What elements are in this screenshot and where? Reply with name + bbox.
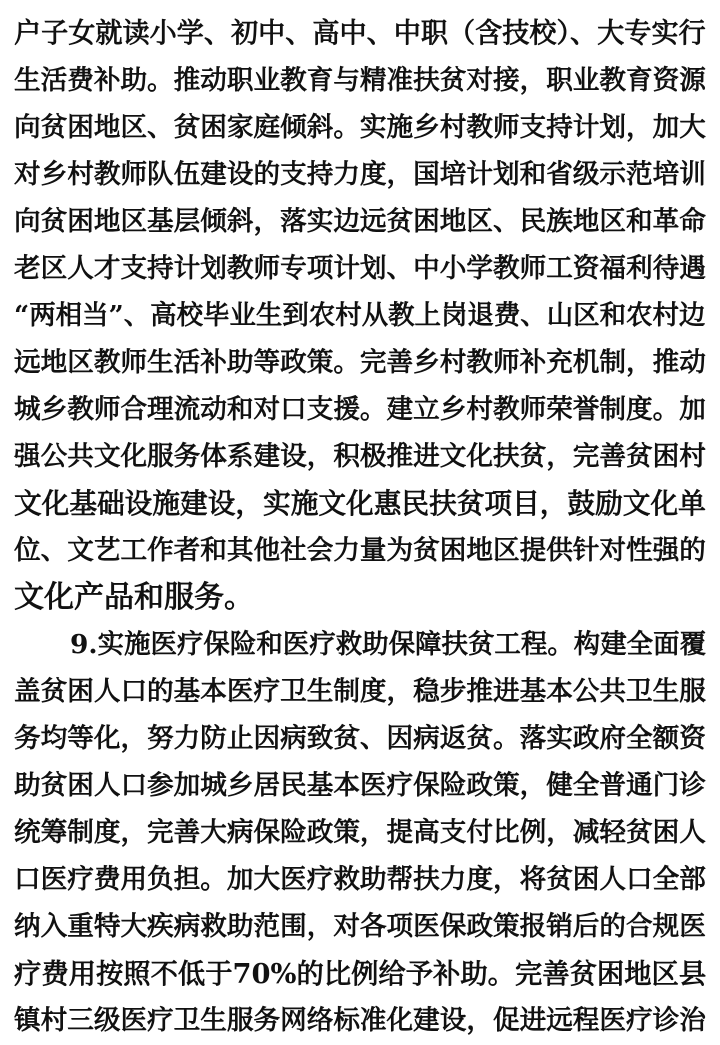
text-line-3: 向贫困地区、贫困家庭倾斜。实施乡村教师支持计划，加大 (14, 112, 706, 143)
text-line-19: 口医疗费用负担。加大医疗救助帮扶力度，将贫困人口全部 (14, 864, 706, 895)
text-line-11: 文化基础设施建设，实施文化惠民扶贫项目，鼓励文化单 (14, 487, 706, 520)
text-line-12: 位、文艺工作者和其他社会力量为贫困地区提供针对性强的 (14, 535, 706, 566)
text-line-18: 统筹制度，完善大病保险政策，提高支付比例，减轻贫困人 (14, 817, 706, 848)
text-line-5: 向贫困地区基层倾斜，落实边远贫困地区、民族地区和革命 (14, 206, 706, 237)
text-line-1: 户子女就读小学、初中、高中、中职（含技校）、大专实行 (14, 18, 706, 49)
text-line-16: 务均等化，努力防止因病致贫、因病返贫。落实政府全额资 (14, 723, 706, 754)
text-line-4: 对乡村教师队伍建设的支持力度，国培计划和省级示范培训 (14, 159, 706, 190)
text-line-8: 远地区教师生活补助等政策。完善乡村教师补充机制，推动 (14, 347, 706, 378)
text-line-6: 老区人才支持计划教师专项计划、中小学教师工资福利待遇 (14, 253, 706, 284)
section-heading-line: 9.实施医疗保险和医疗救助保障扶贫工程。构建全面覆 (70, 629, 707, 660)
text-line-13: 文化产品和服务。 (14, 580, 254, 615)
text-line-15: 盖贫困人口的基本医疗卫生制度，稳步推进基本公共卫生服 (14, 676, 706, 707)
text-line-17: 助贫困人口参加城乡居民基本医疗保险政策，健全普通门诊 (14, 770, 706, 801)
text-line-2: 生活费补助。推动职业教育与精准扶贫对接，职业教育资源 (14, 65, 706, 96)
text-line-10: 强公共文化服务体系建设，积极推进文化扶贫，完善贫困村 (14, 441, 706, 472)
text-line-20: 纳入重特大疾病救助范围，对各项医保政策报销后的合规医 (14, 911, 706, 942)
text-line-21: 疗费用按照不低于70%的比例给予补助。完善贫困地区县 (14, 958, 707, 990)
text-line-9: 城乡教师合理流动和对口支援。建立乡村教师荣誉制度。加 (14, 394, 706, 425)
text-line-22: 镇村三级医疗卫生服务网络标准化建设，促进远程医疗诊治 (14, 1005, 706, 1036)
text-line-7: “两相当”、高校毕业生到农村从教上岗退费、山区和农村边 (14, 300, 706, 331)
